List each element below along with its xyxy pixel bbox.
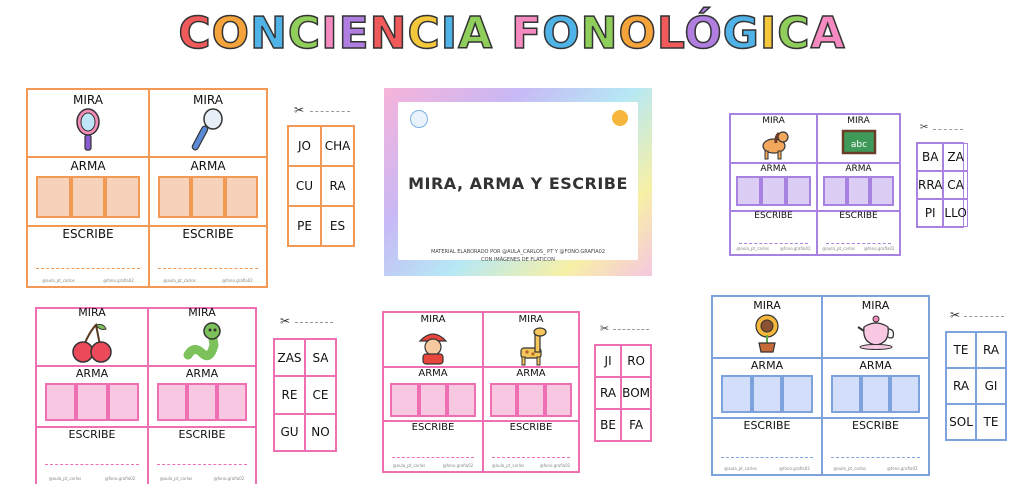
syllable-cell[interactable]: CA [943, 171, 967, 199]
syllable-cell[interactable]: CE [305, 376, 336, 413]
syllable-cell[interactable]: JI [595, 345, 621, 377]
syllable-cell[interactable]: SOL [946, 404, 976, 440]
card-orange-right [148, 90, 266, 286]
escribe-label: ESCRIBE [62, 227, 114, 241]
footer-credit: @fono.grafia02 [442, 463, 474, 468]
syllable-cell[interactable]: ZA [943, 143, 967, 171]
footer-credit: @fono.grafia02 [213, 476, 245, 481]
giraffe-icon [513, 326, 549, 366]
footer-credit: @fono.grafia02 [863, 246, 895, 251]
title-letter: C [287, 8, 322, 59]
card-purple [729, 113, 901, 256]
scissors-icon: ✂ [600, 322, 610, 335]
footer-credit: @aula_pt_carlos [42, 278, 75, 283]
worm-icon [182, 321, 222, 363]
syllable-cell[interactable]: FA [621, 409, 651, 441]
arma-boxes[interactable] [823, 176, 894, 206]
escribe-label: ESCRIBE [178, 428, 226, 441]
title-letter: I [440, 8, 459, 59]
mira-label: MIRA [193, 93, 223, 107]
title-letter: N [250, 8, 288, 59]
footer-credit: @aula_pt_carlos [48, 476, 82, 481]
arma-boxes[interactable] [490, 383, 572, 417]
footer-credit: @fono.grafia02 [886, 466, 918, 471]
cover-panel [398, 102, 638, 263]
footer-credit: @aula_pt_carlos [392, 463, 426, 468]
chalkboard-icon [841, 128, 877, 158]
card-blue [711, 295, 930, 476]
page-title [0, 8, 1024, 59]
syllable-grid-blue [945, 331, 1007, 441]
syllable-cell[interactable]: RA [321, 166, 354, 206]
footer-credit: @aula_pt_carlos [822, 246, 855, 251]
mira-label: MIRA [78, 306, 106, 319]
footer-credit: @fono.grafia02 [222, 278, 253, 283]
syllable-cell[interactable]: RA [595, 377, 621, 409]
escribe-label: ESCRIBE [754, 211, 793, 221]
card-pink2-left [384, 313, 482, 471]
arma-boxes[interactable] [831, 375, 920, 413]
syllable-grid-pink1 [273, 338, 337, 452]
card-purple-right [816, 115, 899, 254]
syllable-cell[interactable]: RRA [917, 171, 943, 199]
syllable-cell[interactable]: BA [917, 143, 943, 171]
escribe-label: ESCRIBE [411, 422, 455, 433]
cherries-icon [70, 321, 114, 365]
title-letter: N [580, 8, 619, 59]
card-pink1-left [37, 306, 147, 484]
syllable-cell[interactable]: JO [288, 126, 321, 166]
footer-credit: @fono.grafia02 [779, 246, 811, 251]
title-letter: F [511, 8, 543, 59]
arma-boxes[interactable] [721, 375, 813, 413]
footer-credit: @fono.grafia02 [779, 466, 810, 471]
cover-credits-line: CON IMÁGENES DE FLATICON [481, 257, 555, 263]
arma-boxes[interactable] [390, 383, 476, 417]
arma-boxes[interactable] [157, 383, 247, 421]
card-orange [26, 88, 268, 288]
cover-slide [384, 88, 652, 276]
title-letter: A [458, 8, 494, 59]
footer-credit: @fono.grafia02 [539, 463, 571, 468]
title-letter: C [407, 8, 441, 59]
title-letter: Ó [684, 8, 723, 59]
arma-label: ARMA [859, 359, 892, 372]
footer-credit: @fono.grafia02 [103, 278, 134, 283]
card-orange-left [28, 90, 148, 286]
footer-credit: @aula_pt_carlos [163, 278, 196, 283]
syllable-cell[interactable]: BE [595, 409, 621, 441]
title-letter: E [338, 8, 370, 59]
syllable-cell[interactable]: LLO [943, 199, 967, 227]
syllable-cell[interactable]: PI [917, 199, 943, 227]
mira-label: MIRA [762, 116, 785, 126]
syllable-cell[interactable]: TE [946, 332, 976, 368]
escribe-label: ESCRIBE [509, 422, 553, 433]
card-pink1-right [147, 306, 255, 484]
card-purple-left [731, 115, 816, 254]
title-letter: C [178, 8, 212, 59]
footer-credit: @aula_pt_carlos [833, 466, 866, 471]
syllable-cell[interactable]: RE [274, 376, 305, 413]
syllable-grid-pink2 [594, 344, 652, 442]
title-letter: I [759, 8, 778, 59]
scissors-icon: ✂ [280, 314, 291, 328]
title-letter: O [211, 8, 251, 59]
syllable-cell[interactable]: TE [976, 404, 1006, 440]
card-pink1 [35, 307, 257, 484]
title-letter: N [369, 8, 408, 59]
mira-label: MIRA [73, 93, 103, 107]
title-letter: G [722, 8, 760, 59]
syllable-cell[interactable]: CHA [321, 126, 354, 166]
syllable-cell[interactable]: SA [305, 339, 336, 376]
syllable-cell[interactable]: RA [946, 368, 976, 404]
arma-label: ARMA [190, 159, 226, 173]
syllable-cell[interactable]: RO [621, 345, 651, 377]
firefighter-icon [416, 327, 450, 365]
arma-boxes[interactable] [36, 176, 140, 218]
card-pink2 [382, 311, 580, 473]
syllable-cell[interactable]: ZAS [274, 339, 305, 376]
logo-right-icon [612, 110, 628, 126]
spoon-icon [191, 107, 225, 153]
syllable-cell[interactable]: RA [976, 332, 1006, 368]
arma-label: ARMA [750, 359, 784, 372]
arma-label: ARMA [185, 367, 219, 380]
mira-label: MIRA [518, 314, 544, 325]
footer-credit: @aula_pt_carlos [491, 463, 525, 468]
card-pink2-right [482, 313, 578, 471]
svg-text:abc: abc [850, 140, 867, 150]
title-letter: C [777, 8, 811, 59]
mira-label: MIRA [188, 306, 216, 319]
arma-label: ARMA [845, 164, 872, 174]
title-letter: O [618, 8, 657, 59]
cover-credits-line: MATERIAL ELABORADO POR @AULA_CARLOS_ PT Y @FONO.GRAFIA02 [430, 249, 606, 255]
title-letter: O [542, 8, 581, 59]
footer-credit: @aula_pt_carlos [736, 246, 769, 251]
syllable-grid-orange [287, 125, 355, 247]
arma-label: ARMA [516, 368, 546, 379]
scissors-icon: ✂ [950, 308, 961, 322]
syllable-cell[interactable]: GU [274, 414, 305, 451]
arma-label: ARMA [75, 367, 109, 380]
mira-label: MIRA [861, 299, 890, 312]
arma-boxes[interactable] [45, 383, 139, 421]
escribe-label: ESCRIBE [68, 428, 116, 441]
escribe-label: ESCRIBE [839, 211, 878, 221]
teapot-icon [856, 313, 896, 351]
footer-credit: @fono.grafia02 [104, 476, 136, 481]
footer-credit: @aula_pt_carlos [724, 466, 757, 471]
mira-label: MIRA [420, 314, 446, 325]
logo-left-icon [410, 110, 428, 128]
scissors-icon: ✂ [920, 122, 929, 133]
syllable-cell[interactable]: NO [305, 414, 336, 451]
arma-label: ARMA [70, 159, 106, 173]
syllable-cell[interactable]: GI [976, 368, 1006, 404]
escribe-label: ESCRIBE [852, 419, 899, 432]
escribe-label: ESCRIBE [743, 419, 791, 432]
card-blue-right [821, 297, 928, 474]
syllable-cell[interactable]: ES [321, 206, 354, 246]
title-letter: L [656, 8, 685, 59]
arma-label: ARMA [760, 164, 787, 174]
horse-icon [757, 127, 791, 161]
footer-credit: @aula_pt_carlos [159, 476, 193, 481]
syllable-cell[interactable]: PE [288, 206, 321, 246]
title-letter: I [321, 8, 339, 59]
syllable-cell[interactable]: BOM [621, 377, 651, 409]
cover-title: MIRA, ARMA Y ESCRIBE [408, 174, 628, 193]
sunflower-icon [752, 313, 782, 353]
title-letter: A [810, 8, 846, 59]
mirror-icon [74, 107, 102, 153]
mira-label: MIRA [753, 299, 781, 312]
syllable-cell[interactable]: CU [288, 166, 321, 206]
syllable-grid-purple [916, 142, 967, 228]
arma-label: ARMA [418, 368, 448, 379]
card-blue-left [713, 297, 821, 474]
scissors-icon: ✂ [294, 103, 305, 117]
escribe-label: ESCRIBE [182, 227, 234, 241]
cover-credits [398, 248, 638, 264]
arma-boxes[interactable] [158, 176, 258, 218]
arma-boxes[interactable] [736, 176, 811, 206]
mira-label: MIRA [847, 116, 870, 126]
